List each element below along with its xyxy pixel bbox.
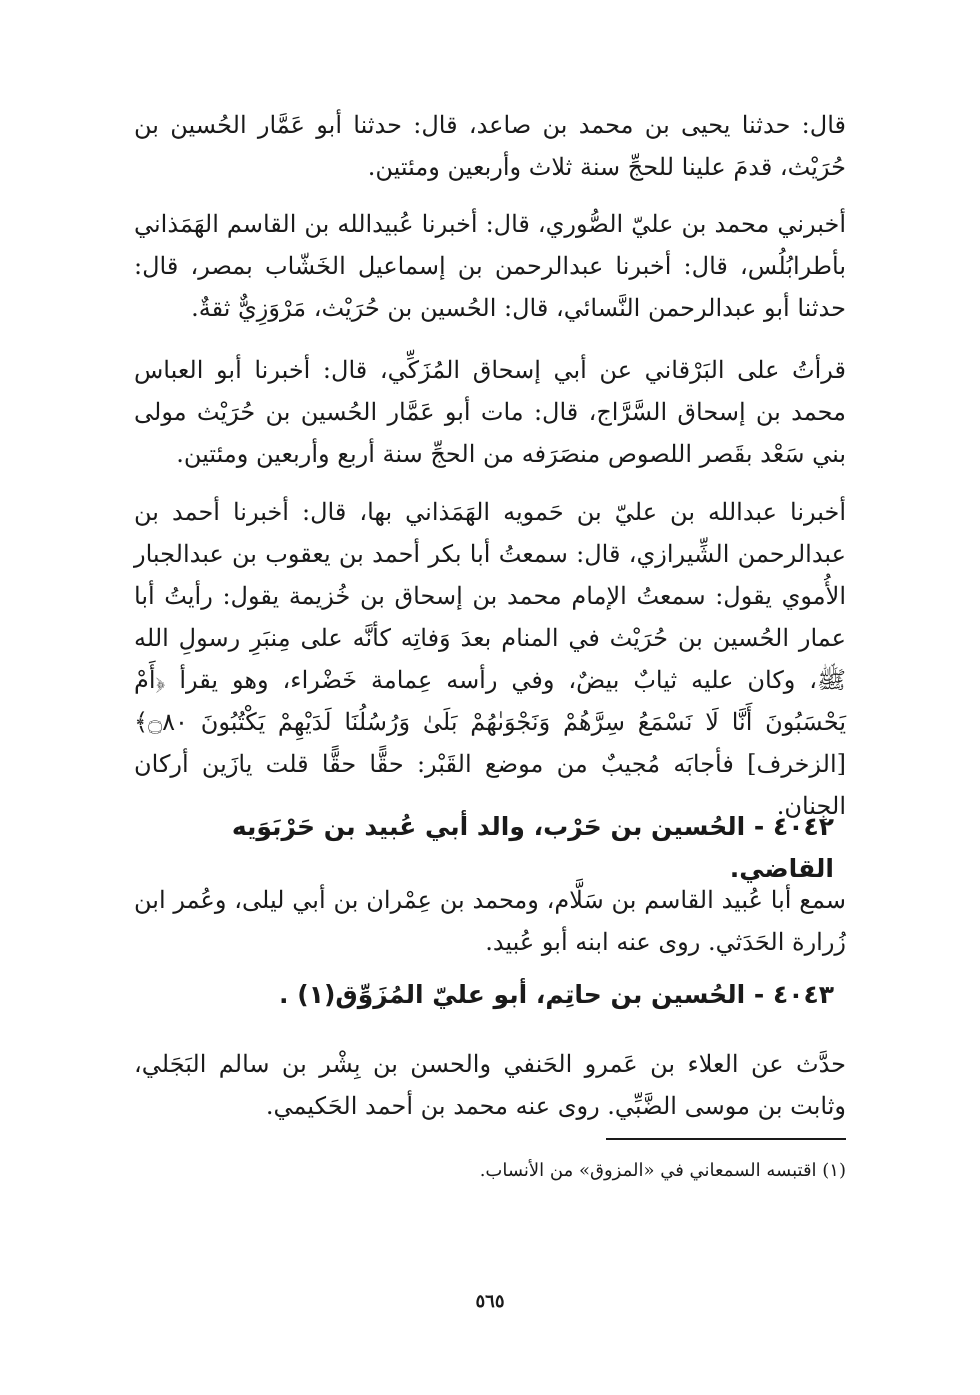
- paragraph-2: أخبرني محمد بن عليّ الصُّوري، قال: أخبرنا عُبيدالله بن القاسم الهَمَذاني بأطرابُلُس، قال: أخبرنا عبدالرحمن بن إسماعيل الخَشّاب بمصر، قال: حدثنا أبو عبدالرحمن النَّسائي، قال: الحُسين بن حُرَيْث، مَرْوَزِيٌّ ثقةٌ.: [134, 210, 846, 322]
- paragraph-4: أخبرنا عبدالله بن عليّ بن حَمويه الهَمَذاني بها، قال: أخبرنا أحمد بن عبدالرحمن الشِّيرازي، قال: سمعتُ أبا بكر أحمد بن يعقوب بن عبدالجبار الأُموي يقول: سمعتُ الإمام محمد بن إسحاق بن خُزيمة يقول: رأيتُ أبا عمار الحُسين بن حُرَيْث في المنام بعدَ وَفاتِه كأنَّه على مِنبَرِ رسولِ الله ﷺ، وكان عليه ثيابٌ بيضٌ، وفي رأسه عِمامة خَضْراء، وهو يقرأ ﴿أَمْ يَحْسَبُونَ أَنَّا لَا نَسْمَعُ سِرَّهُمْ وَنَجْوَىٰهُمْ بَلَىٰ وَرُسُلُنَا لَدَيْهِمْ يَكْتُبُونَ ۝٨٠﴾ [الزخرف] فأجابَه مُجيبٌ من موضع القَبْر: حقًّا حقًّا قلت يازَين أركان الجِنان.: [134, 498, 847, 820]
- paragraph-1: قال: حدثنا يحيى بن محمد بن صاعد، قال: حدثنا أبو عَمَّار الحُسين بن حُرَيْث، قدمَ علينا للحجِّ سنة ثلاث وأربعين ومئتين.: [134, 111, 846, 181]
- entry-heading-4042: ٤٠٤٢ - الحُسين بن حَرْب، والد أبي عُبيد بن حَرْبَوَيه القاضي.: [231, 812, 834, 883]
- entry-heading-4043: ٤٠٤٣ - الحُسين بن حاتِم، أبو عليّ المُزَوِّق(١) .: [279, 980, 834, 1009]
- page-number: ٥٦٥: [475, 1291, 505, 1312]
- footnote: (١) اقتبسه السمعاني في «المزوق» من الأنساب.: [479, 1160, 846, 1181]
- footnote-divider: [606, 1138, 846, 1140]
- paragraph-3: قرأتُ على البَرْقاني عن أبي إسحاق المُزَكِّي، قال: أخبرنا أبو العباس محمد بن إسحاق السَّرَّاج، قال: مات أبو عَمَّار الحُسين بن حُرَيْث مولى بني سَعْد بقَصر اللصوص منصَرَفه من الحجِّ سنة أربع وأربعين ومئتين.: [134, 356, 846, 468]
- paragraph-5: سمع أبا عُبيد القاسم بن سَلَّام، ومحمد بن عِمْران بن أبي ليلى، وعُمر ابن زُرارة الحَدَثي. روى عنه ابنه أبو عُبيد.: [134, 886, 846, 956]
- paragraph-6: حدَّث عن العلاء بن عَمرو الحَنفي والحسن بن بِشْر بن سالم البَجَلي، وثابت بن موسى الضَّبِّي. روى عنه محمد بن أحمد الحَكيمي.: [134, 1050, 846, 1120]
